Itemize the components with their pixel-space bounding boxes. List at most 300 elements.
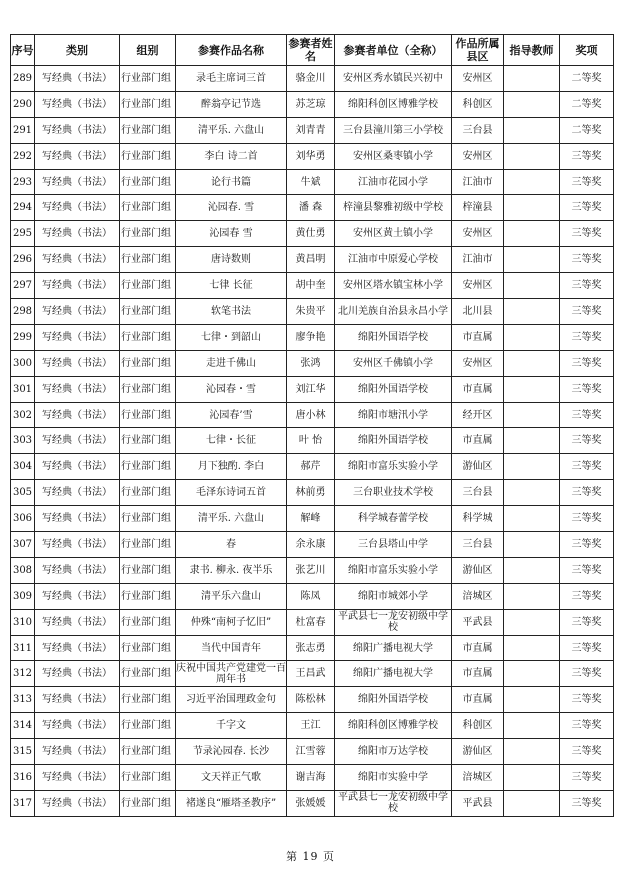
cell-award: 三等奖 (560, 273, 614, 299)
cell-group: 行业部门组 (120, 557, 176, 583)
cell-group: 行业部门组 (120, 765, 176, 791)
cell-district: 北川县 (452, 299, 504, 325)
cell-category: 写经典（书法） (35, 790, 120, 816)
cell-group: 行业部门组 (120, 402, 176, 428)
cell-category: 写经典（书法） (35, 324, 120, 350)
cell-award: 三等奖 (560, 790, 614, 816)
cell-district: 经开区 (452, 402, 504, 428)
cell-unit: 绵阳市富乐实验小学 (335, 454, 452, 480)
cell-category: 写经典（书法） (35, 609, 120, 635)
cell-group: 行业部门组 (120, 91, 176, 117)
cell-work-title: 软笔书法 (176, 299, 287, 325)
table-row (11, 428, 614, 454)
cell-index: 293 (11, 169, 35, 195)
cell-district: 涪城区 (452, 765, 504, 791)
cell-teacher (504, 609, 560, 635)
cell-district: 市直属 (452, 687, 504, 713)
cell-index: 306 (11, 506, 35, 532)
cell-index: 301 (11, 376, 35, 402)
cell-award: 二等奖 (560, 91, 614, 117)
cell-award: 三等奖 (560, 402, 614, 428)
cell-district: 市直属 (452, 661, 504, 687)
header-teacher: 指导教师 (504, 35, 560, 66)
cell-group: 行业部门组 (120, 739, 176, 765)
cell-district: 江油市 (452, 169, 504, 195)
cell-group: 行业部门组 (120, 195, 176, 221)
cell-category: 写经典（书法） (35, 480, 120, 506)
cell-teacher (504, 480, 560, 506)
cell-award: 三等奖 (560, 324, 614, 350)
table-row (11, 324, 614, 350)
cell-participant: 刘青青 (287, 117, 335, 143)
cell-unit: 三台县潼川第三小学校 (335, 117, 452, 143)
table-row (11, 557, 614, 583)
cell-work-title: 七律・长征 (176, 428, 287, 454)
cell-participant: 王江 (287, 713, 335, 739)
cell-unit: 绵阳科创区博雅学校 (335, 91, 452, 117)
cell-category: 写经典（书法） (35, 765, 120, 791)
cell-category: 写经典（书法） (35, 713, 120, 739)
cell-participant: 张艺川 (287, 557, 335, 583)
cell-work-title: 李白 诗二首 (176, 143, 287, 169)
cell-teacher (504, 143, 560, 169)
cell-index: 298 (11, 299, 35, 325)
cell-unit: 绵阳广播电视大学 (335, 635, 452, 661)
cell-participant: 谢吉海 (287, 765, 335, 791)
cell-award: 三等奖 (560, 454, 614, 480)
cell-participant: 张鸿 (287, 350, 335, 376)
cell-index: 315 (11, 739, 35, 765)
cell-category: 写经典（书法） (35, 583, 120, 609)
cell-participant: 唐小林 (287, 402, 335, 428)
cell-teacher (504, 350, 560, 376)
cell-index: 314 (11, 713, 35, 739)
cell-index: 291 (11, 117, 35, 143)
cell-participant: 叶 怡 (287, 428, 335, 454)
cell-teacher (504, 765, 560, 791)
award-table (10, 34, 614, 817)
cell-category: 写经典（书法） (35, 273, 120, 299)
cell-unit: 绵阳科创区博雅学校 (335, 713, 452, 739)
cell-participant: 江雪蓉 (287, 739, 335, 765)
cell-unit: 安州区塔水镇宝林小学 (335, 273, 452, 299)
cell-index: 305 (11, 480, 35, 506)
cell-group: 行业部门组 (120, 790, 176, 816)
cell-district: 三台县 (452, 532, 504, 558)
cell-work-title: 走进千佛山 (176, 350, 287, 376)
table-row (11, 532, 614, 558)
cell-district: 游仙区 (452, 454, 504, 480)
table-row (11, 454, 614, 480)
cell-unit: 绵阳市城郊小学 (335, 583, 452, 609)
cell-award: 三等奖 (560, 532, 614, 558)
cell-teacher (504, 635, 560, 661)
cell-category: 写经典（书法） (35, 428, 120, 454)
header-unit: 参赛者单位（全称） (335, 35, 452, 66)
table-row (11, 713, 614, 739)
cell-group: 行业部门组 (120, 454, 176, 480)
cell-work-title: 毛泽东诗词五首 (176, 480, 287, 506)
cell-work-title: 清平乐. 六盘山 (176, 117, 287, 143)
cell-teacher (504, 557, 560, 583)
cell-work-title: 仲殊“南柯子忆旧” (176, 609, 287, 635)
cell-group: 行业部门组 (120, 273, 176, 299)
cell-work-title: 当代中国青年 (176, 635, 287, 661)
cell-award: 三等奖 (560, 661, 614, 687)
cell-district: 市直属 (452, 376, 504, 402)
cell-index: 311 (11, 635, 35, 661)
cell-group: 行业部门组 (120, 247, 176, 273)
cell-participant: 刘华勇 (287, 143, 335, 169)
cell-work-title: 录毛主席词三首 (176, 66, 287, 92)
cell-index: 304 (11, 454, 35, 480)
cell-participant: 刘江华 (287, 376, 335, 402)
cell-group: 行业部门组 (120, 66, 176, 92)
cell-group: 行业部门组 (120, 376, 176, 402)
header-district: 作品所属县区 (452, 35, 504, 66)
cell-category: 写经典（书法） (35, 195, 120, 221)
cell-district: 梓潼县 (452, 195, 504, 221)
cell-category: 写经典（书法） (35, 221, 120, 247)
cell-unit: 绵阳市实验中学 (335, 765, 452, 791)
cell-work-title: 庆祝中国共产党建党一百周年书 (176, 662, 286, 685)
cell-award: 二等奖 (560, 117, 614, 143)
table-row (11, 143, 614, 169)
cell-unit: 绵阳外国语学校 (335, 324, 452, 350)
cell-group: 行业部门组 (120, 428, 176, 454)
cell-participant: 陈凤 (287, 583, 335, 609)
cell-group: 行业部门组 (120, 532, 176, 558)
cell-award: 三等奖 (560, 195, 614, 221)
cell-unit: 平武县七一龙安初级中学校 (335, 609, 452, 635)
cell-category: 写经典（书法） (35, 687, 120, 713)
cell-unit: 安州区桑枣镇小学 (335, 143, 452, 169)
table-row (11, 221, 614, 247)
cell-unit: 梓潼县黎雅初级中学校 (335, 195, 452, 221)
cell-district: 安州区 (452, 66, 504, 92)
cell-award: 三等奖 (560, 480, 614, 506)
cell-teacher (504, 376, 560, 402)
table-row (11, 91, 614, 117)
table-row (11, 299, 614, 325)
cell-unit: 绵阳外国语学校 (335, 376, 452, 402)
table-header-row (11, 35, 614, 66)
cell-district: 涪城区 (452, 583, 504, 609)
table-row (11, 350, 614, 376)
table-row (11, 480, 614, 506)
cell-district: 科创区 (452, 713, 504, 739)
cell-participant: 苏芝琼 (287, 91, 335, 117)
table-body (11, 66, 614, 817)
cell-group: 行业部门组 (120, 661, 176, 687)
cell-award: 三等奖 (560, 557, 614, 583)
table-row (11, 635, 614, 661)
cell-participant: 杜富春 (287, 609, 335, 635)
cell-group: 行业部门组 (120, 143, 176, 169)
cell-award: 三等奖 (560, 609, 614, 635)
cell-unit: 绵阳市万达学校 (335, 739, 452, 765)
cell-participant: 黄仕勇 (287, 221, 335, 247)
cell-group: 行业部门组 (120, 713, 176, 739)
cell-index: 297 (11, 273, 35, 299)
page-number: 第 19 页 (286, 850, 335, 863)
header-participant: 参赛者姓名 (287, 35, 335, 66)
cell-award: 二等奖 (560, 66, 614, 92)
header-category: 类别 (35, 35, 120, 66)
table-row (11, 765, 614, 791)
cell-participant: 张媛媛 (287, 790, 335, 816)
cell-teacher (504, 247, 560, 273)
cell-award: 三等奖 (560, 506, 614, 532)
cell-district: 三台县 (452, 117, 504, 143)
table-row (11, 117, 614, 143)
cell-index: 296 (11, 247, 35, 273)
cell-award: 三等奖 (560, 687, 614, 713)
table-row (11, 506, 614, 532)
table-row (11, 661, 614, 687)
cell-unit: 三台职业技术学校 (335, 480, 452, 506)
cell-award: 三等奖 (560, 299, 614, 325)
cell-district: 平武县 (452, 609, 504, 635)
cell-teacher (504, 661, 560, 687)
table-row (11, 739, 614, 765)
cell-index: 307 (11, 532, 35, 558)
cell-teacher (504, 583, 560, 609)
cell-index: 313 (11, 687, 35, 713)
cell-work-title: 沁园春. 雪 (176, 195, 287, 221)
cell-participant: 解峰 (287, 506, 335, 532)
cell-teacher (504, 713, 560, 739)
cell-group: 行业部门组 (120, 480, 176, 506)
cell-unit: 北川羌族自治县永昌小学 (335, 299, 452, 325)
cell-work-title: 褚遂良“雁塔圣教序” (176, 790, 287, 816)
cell-index: 295 (11, 221, 35, 247)
cell-unit: 三台县塔山中学 (335, 532, 452, 558)
cell-participant: 牛斌 (287, 169, 335, 195)
cell-category: 写经典（书法） (35, 454, 120, 480)
cell-participant: 郝芹 (287, 454, 335, 480)
cell-award: 三等奖 (560, 143, 614, 169)
cell-category: 写经典（书法） (35, 557, 120, 583)
cell-award: 三等奖 (560, 247, 614, 273)
table-row (11, 169, 614, 195)
cell-district: 三台县 (452, 480, 504, 506)
cell-teacher (504, 506, 560, 532)
cell-index: 290 (11, 91, 35, 117)
cell-group: 行业部门组 (120, 609, 176, 635)
cell-district: 安州区 (452, 350, 504, 376)
cell-district: 游仙区 (452, 739, 504, 765)
cell-index: 309 (11, 583, 35, 609)
table-row (11, 583, 614, 609)
cell-group: 行业部门组 (120, 324, 176, 350)
cell-work-title: 醉翁亭记节选 (176, 91, 287, 117)
cell-district: 科学城 (452, 506, 504, 532)
cell-participant: 王昌武 (287, 661, 335, 687)
cell-teacher (504, 324, 560, 350)
cell-work-title: 沁园春 雪 (176, 221, 287, 247)
cell-participant: 余永康 (287, 532, 335, 558)
cell-teacher (504, 273, 560, 299)
cell-category: 写经典（书法） (35, 299, 120, 325)
cell-teacher (504, 117, 560, 143)
cell-category: 写经典（书法） (35, 247, 120, 273)
cell-index: 294 (11, 195, 35, 221)
cell-award: 三等奖 (560, 765, 614, 791)
header-group: 组别 (120, 35, 176, 66)
cell-district: 安州区 (452, 273, 504, 299)
cell-work-title: 论行书篇 (176, 169, 287, 195)
cell-category: 写经典（书法） (35, 661, 120, 687)
table-row (11, 66, 614, 92)
cell-district: 市直属 (452, 635, 504, 661)
table-row (11, 609, 614, 635)
cell-category: 写经典（书法） (35, 532, 120, 558)
cell-teacher (504, 739, 560, 765)
cell-participant: 骆金川 (287, 66, 335, 92)
cell-category: 写经典（书法） (35, 350, 120, 376)
cell-unit: 平武县七一龙安初级中学校 (335, 790, 452, 816)
cell-work-title: 唐诗数则 (176, 247, 287, 273)
cell-index: 303 (11, 428, 35, 454)
cell-participant: 潘 森 (287, 195, 335, 221)
cell-index: 316 (11, 765, 35, 791)
cell-index: 310 (11, 609, 35, 635)
cell-work-title: 月下独酌. 李白 (176, 454, 287, 480)
cell-unit: 绵阳市富乐实验小学 (335, 557, 452, 583)
cell-index: 292 (11, 143, 35, 169)
cell-category: 写经典（书法） (35, 91, 120, 117)
cell-participant: 陈松林 (287, 687, 335, 713)
cell-teacher (504, 169, 560, 195)
cell-index: 308 (11, 557, 35, 583)
header-index: 序号 (11, 35, 35, 66)
cell-index: 312 (11, 661, 35, 687)
cell-participant: 胡中奎 (287, 273, 335, 299)
cell-district: 游仙区 (452, 557, 504, 583)
cell-work-title: 清平乐六盘山 (176, 583, 287, 609)
cell-participant: 廖争艳 (287, 324, 335, 350)
cell-group: 行业部门组 (120, 583, 176, 609)
header-work-title: 参赛作品名称 (176, 35, 287, 66)
cell-work-title: 千字文 (176, 713, 287, 739)
cell-teacher (504, 91, 560, 117)
cell-award: 三等奖 (560, 713, 614, 739)
cell-work-title: 沁园春・雪 (176, 376, 287, 402)
cell-unit: 安州区千佛镇小学 (335, 350, 452, 376)
cell-teacher (504, 195, 560, 221)
cell-award: 三等奖 (560, 583, 614, 609)
table-row (11, 247, 614, 273)
cell-unit: 绵阳市塘汛小学 (335, 402, 452, 428)
cell-category: 写经典（书法） (35, 169, 120, 195)
cell-index: 317 (11, 790, 35, 816)
cell-teacher (504, 687, 560, 713)
cell-work-title: 清平乐. 六盘山 (176, 506, 287, 532)
cell-unit: 绵阳外国语学校 (335, 428, 452, 454)
cell-district: 安州区 (452, 143, 504, 169)
table-row (11, 195, 614, 221)
cell-group: 行业部门组 (120, 350, 176, 376)
cell-group: 行业部门组 (120, 169, 176, 195)
table-row (11, 687, 614, 713)
cell-work-title: 春 (176, 532, 287, 558)
cell-index: 300 (11, 350, 35, 376)
cell-award: 三等奖 (560, 169, 614, 195)
cell-group: 行业部门组 (120, 635, 176, 661)
cell-participant: 朱贵平 (287, 299, 335, 325)
cell-teacher (504, 790, 560, 816)
cell-award: 三等奖 (560, 221, 614, 247)
cell-category: 写经典（书法） (35, 66, 120, 92)
cell-teacher (504, 532, 560, 558)
cell-category: 写经典（书法） (35, 506, 120, 532)
table-row (11, 402, 614, 428)
cell-group: 行业部门组 (120, 506, 176, 532)
cell-work-title: 沁园春’雪 (176, 402, 287, 428)
cell-index: 289 (11, 66, 35, 92)
cell-index: 299 (11, 324, 35, 350)
cell-award: 三等奖 (560, 376, 614, 402)
cell-district: 市直属 (452, 428, 504, 454)
header-award: 奖项 (560, 35, 614, 66)
cell-group: 行业部门组 (120, 117, 176, 143)
award-table-container (10, 34, 613, 817)
cell-award: 三等奖 (560, 635, 614, 661)
cell-work-title: 隶书. 柳永. 夜半乐 (176, 557, 287, 583)
cell-group: 行业部门组 (120, 221, 176, 247)
cell-teacher (504, 454, 560, 480)
cell-district: 科创区 (452, 91, 504, 117)
cell-category: 写经典（书法） (35, 635, 120, 661)
table-row (11, 376, 614, 402)
cell-teacher (504, 66, 560, 92)
cell-index: 302 (11, 402, 35, 428)
cell-category: 写经典（书法） (35, 143, 120, 169)
cell-district: 平武县 (452, 790, 504, 816)
cell-teacher (504, 428, 560, 454)
cell-teacher (504, 299, 560, 325)
cell-work-title: 七律・到韶山 (176, 324, 287, 350)
cell-category: 写经典（书法） (35, 117, 120, 143)
cell-unit: 绵阳广播电视大学 (335, 661, 452, 687)
table-row (11, 273, 614, 299)
cell-unit: 江油市中原爱心学校 (335, 247, 452, 273)
cell-work-title: 文天祥正气歌 (176, 765, 287, 791)
cell-group: 行业部门组 (120, 687, 176, 713)
cell-award: 三等奖 (560, 350, 614, 376)
cell-category: 写经典（书法） (35, 376, 120, 402)
cell-category: 写经典（书法） (35, 739, 120, 765)
cell-award: 三等奖 (560, 428, 614, 454)
table-row (11, 790, 614, 816)
cell-group: 行业部门组 (120, 299, 176, 325)
cell-district: 市直属 (452, 324, 504, 350)
cell-unit: 科学城春蕾学校 (335, 506, 452, 532)
cell-participant: 林前勇 (287, 480, 335, 506)
cell-teacher (504, 402, 560, 428)
cell-work-title: 节录沁园春. 长沙 (176, 739, 287, 765)
cell-unit: 安州区黄土镇小学 (335, 221, 452, 247)
cell-unit: 安州区秀水镇民兴初中 (335, 66, 452, 92)
cell-teacher (504, 221, 560, 247)
cell-work-title: 七律 长征 (176, 273, 287, 299)
cell-unit: 江油市花园小学 (335, 169, 452, 195)
cell-category: 写经典（书法） (35, 402, 120, 428)
cell-award: 三等奖 (560, 739, 614, 765)
cell-work-title: 习近平治国理政金句 (176, 687, 287, 713)
cell-district: 江油市 (452, 247, 504, 273)
